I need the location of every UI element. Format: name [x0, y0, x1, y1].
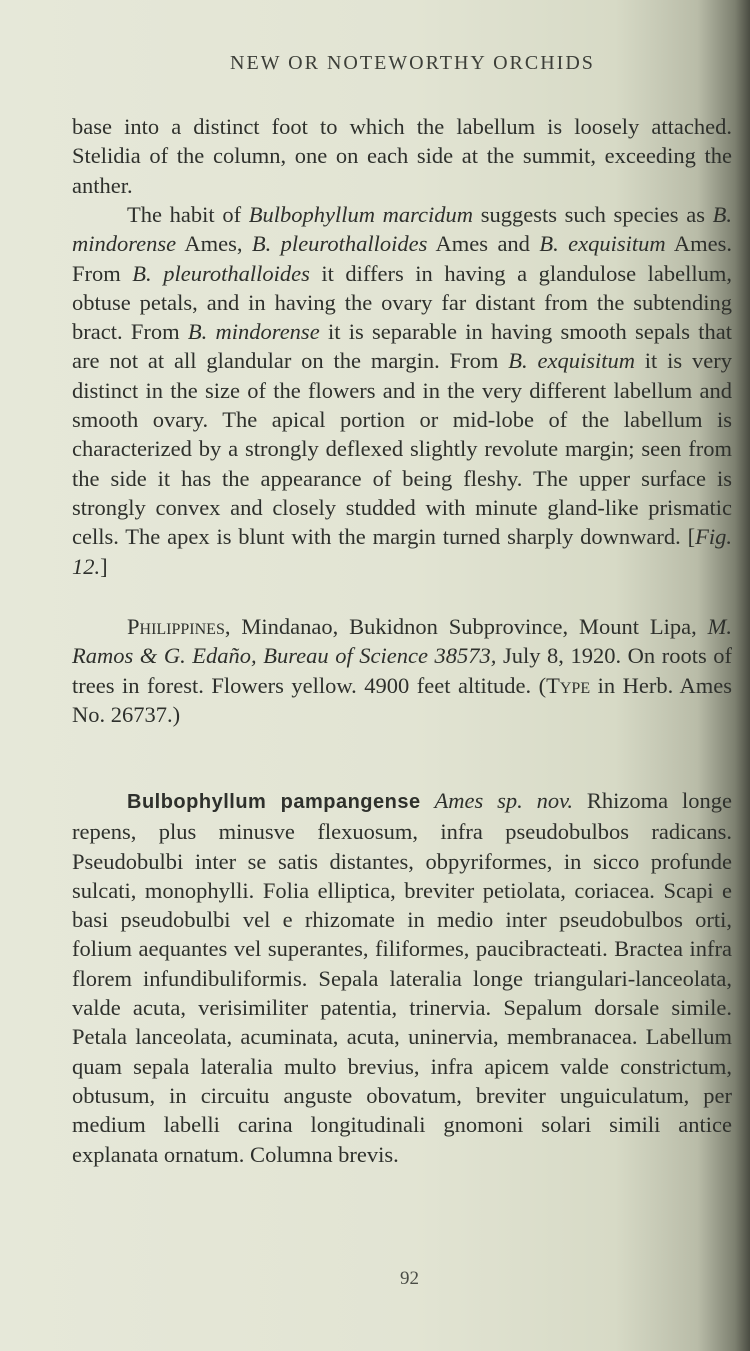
species-name: Bulbophyllum pampangense	[127, 791, 421, 813]
page-number: 92	[400, 1268, 419, 1289]
running-header: NEW OR NOTEWORTHY ORCHIDS	[230, 52, 595, 74]
paragraph-column-description: base into a distinct foot to which the labellum is loosely attached. Stelidia of the column, one on each side at the summit, exceeding the anther.	[72, 114, 732, 198]
paragraph-species-description: Bulbophyllum pampangense Ames sp. nov. Rhizoma longe repens, plus minusve flexuosum, infra pseudobulbos radicans. Pseudobulbi inter se satis distantes, obpyriformes, in sicco profunde sulcati, monophylli. Folia elliptica, breviter petiolata, coriacea. Scapi e basi pseudobulbi vel e rhizomate in medio inter pseudobulbos orti, folium aequantes vel superantes, filiformes, paucibracteati. Bractea infra florem infundibuliformis. Sepala lateralia longe triangulari-lanceolata, valde acuta, verisimiliter patentia, trinervia. Sepalum dorsale simile. Petala lanceolata, acuminata, acuta, uninervia, membranacea. Labellum quam sepala lateralia multo brevius, infra apicem valde constrictum, obtusum, in circuitu anguste obovatum, breviter unguiculatum, per medium labelli carina longitudinali gnomoni solari simili antice explanata ornatum. Columna brevis.	[72, 788, 733, 1167]
paragraph-specimen-citation: Philippines, Mindanao, Bukidnon Subprovince, Mount Lipa, M. Ramos & G. Edaño, Bureau of Science 38573, July 8, 1920. On roots of trees in forest. Flowers yellow. 4900 feet altitude. (Type in Herb. Ames No. 26737.)	[72, 614, 733, 727]
paragraph-habit-comparison: The habit of Bulbophyllum marcidum suggests such species as B. mindorense Ames, B. pleurothalloides Ames and B. exquisitum Ames. From B. pleurothalloides it differs in having a glandulose labellum, obtuse petals, and in having the ovary far distant from the subtending bract. From B. mindorense it is separable in having smooth sepals that are not at all glandular on the margin. From B. exquisitum it is very distinct in the size of the flowers and in the very different labellum and smooth ovary. The apical portion or mid-lobe of the labellum is characterized by a strongly deflexed slightly revolute margin; seen from the side it has the appearance of being fleshy. The upper surface is strongly convex and closely studded with minute gland-like prismatic cells. The apex is blunt with the margin turned sharply downward. [Fig. 12.]	[72, 202, 732, 579]
